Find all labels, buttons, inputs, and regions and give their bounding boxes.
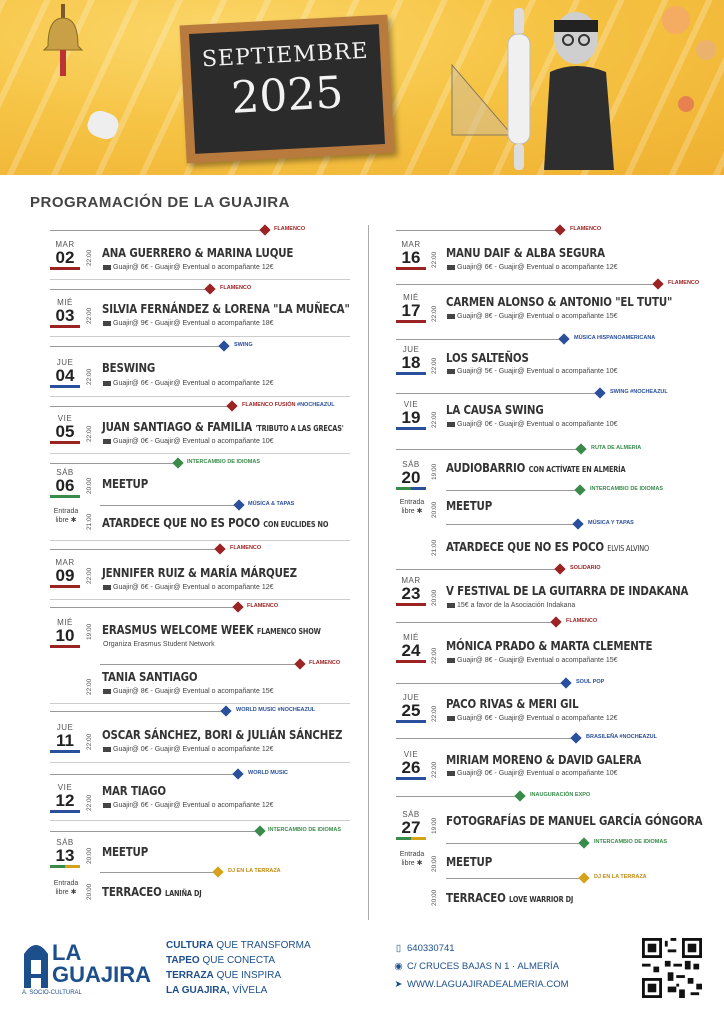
tag-line: FLAMENCO FUSIÓN #NOCHEAZUL xyxy=(50,401,350,411)
date-25: JUE 25 xyxy=(396,693,426,723)
event-price: Guajir@ 8€ - Guajir@ Eventual o acompañante 15€ xyxy=(447,313,618,320)
month-label: SEPTIEMBRE xyxy=(201,38,370,73)
slogan-line: CULTURA QUE TRANSFORMA xyxy=(166,940,311,951)
tag-line: DJ EN LA TERRAZA xyxy=(446,873,696,883)
event-title: LA CAUSA SWING xyxy=(446,402,544,417)
slogan-line: TAPEO QUE CONECTA xyxy=(166,955,276,966)
event-title: ERASMUS WELCOME WEEK FLAMENCO SHOW xyxy=(102,622,321,637)
event-title: TERRACEO LANIÑA DJ xyxy=(102,884,202,899)
event-title: MEETUP xyxy=(102,476,149,491)
event-price: Guajir@ 0€ - Guajir@ Eventual o acompañante 10€ xyxy=(103,438,274,445)
tag-line: SOUL POP xyxy=(396,678,696,688)
date-06: SÁB 06 xyxy=(50,468,80,498)
bell-icon xyxy=(38,4,88,84)
event-title: PACO RIVAS & MERI GIL xyxy=(446,696,579,711)
event-price: Guajir@ 9€ - Guajir@ Eventual o acompañante 18€ xyxy=(103,320,274,327)
event-price: Guajir@ 0€ - Guajir@ Eventual o acompañante 10€ xyxy=(447,421,618,428)
date-24: MIÉ 24 xyxy=(396,633,426,663)
tag-line: MÚSICA & TAPAS xyxy=(100,500,350,510)
slogan-line: TERRAZA QUE INSPIRA xyxy=(166,970,282,981)
free-entry-label: Entrada libre ✱ xyxy=(399,499,425,515)
event-time: 22:00 xyxy=(431,251,438,268)
date-18: JUE 18 xyxy=(396,345,426,375)
event-price: Guajir@ 0€ - Guajir@ Eventual o acompañante 10€ xyxy=(447,770,618,777)
date-13: SÁB 13 xyxy=(50,838,80,868)
event-price: Guajir@ 6€ - Guajir@ Eventual o acompañante 12€ xyxy=(103,264,274,271)
event-title: MIRIAM MORENO & DAVID GALERA xyxy=(446,752,642,767)
event-title: ATARDECE QUE NO ES POCO CON EUCLIDES NO xyxy=(102,515,329,530)
tag-line: SWING xyxy=(50,341,350,351)
chalkboard xyxy=(180,15,395,164)
tag-line: FLAMENCO xyxy=(50,225,350,235)
event-time: 20:00 xyxy=(431,889,438,906)
event-title: JUAN SANTIAGO & FAMILIA 'TRIBUTO A LAS GRECAS' xyxy=(102,419,344,434)
event-time: 21:00 xyxy=(86,513,93,530)
date-03: MIÉ 03 xyxy=(50,298,80,328)
date-26: VIE 26 xyxy=(396,750,426,780)
event-time: 22:00 xyxy=(431,705,438,722)
event-title: ANA GUERRERO & MARINA LUQUE xyxy=(102,245,294,260)
free-entry-label: Entrada libre ✱ xyxy=(53,508,79,524)
event-time: 20:00 xyxy=(86,883,93,900)
date-05: VIE 05 xyxy=(50,414,80,444)
event-time: 22:00 xyxy=(431,305,438,322)
date-12: VIE 12 xyxy=(50,783,80,813)
event-title: JENNIFER RUIZ & MARÍA MÁRQUEZ xyxy=(102,565,297,580)
event-title: BESWING xyxy=(102,360,156,375)
event-price: Guajir@ 5€ - Guajir@ Eventual o acompañante 10€ xyxy=(447,368,618,375)
tag-line: SOLIDARIO xyxy=(396,564,696,574)
event-time: 22:00 xyxy=(431,357,438,374)
event-price: Guajir@ 6€ - Guajir@ Eventual o acompañante 12€ xyxy=(103,584,274,591)
logo-text: LA GUAJIRA xyxy=(52,940,152,987)
tag-line: FLAMENCO xyxy=(396,279,706,289)
contact-phone[interactable]: ▯ 640330741 xyxy=(395,943,455,954)
tag-line: FLAMENCO xyxy=(50,602,350,612)
guajira-logo-icon xyxy=(22,940,50,988)
date-20: SÁB 20 xyxy=(396,460,426,490)
event-title: MANU DAIF & ALBA SEGURA xyxy=(446,245,605,260)
tag-line: RUTA DE ALMERIA xyxy=(396,444,696,454)
event-title: MEETUP xyxy=(102,844,149,859)
tag-line: FLAMENCO xyxy=(396,225,696,235)
event-time: 20:00 xyxy=(431,501,438,518)
event-price: 15€ a favor de la Asociación Indakana xyxy=(447,602,575,609)
event-price: Guajir@ 6€ - Guajir@ Eventual o acompañante 12€ xyxy=(103,380,274,387)
tag-line: DJ EN LA TERRAZA xyxy=(100,867,350,877)
contact-website[interactable]: ➤ WWW.LAGUAJIRADEALMERIA.COM xyxy=(394,979,569,990)
event-title: SILVIA FERNÁNDEZ & LORENA "LA MUÑECA" xyxy=(102,301,350,316)
event-time: 22:00 xyxy=(86,368,93,385)
event-time: 20:00 xyxy=(86,847,93,864)
date-23: MAR 23 xyxy=(396,576,426,606)
event-time: 20:00 xyxy=(431,589,438,606)
column-divider xyxy=(368,225,369,920)
location-pin-icon: ◉ xyxy=(394,961,403,972)
tag-line: BRASILEÑA #NOCHEAZUL xyxy=(396,733,696,743)
event-time: 20:00 xyxy=(431,855,438,872)
tag-line: WORLD MUSIC #NOCHEAZUL xyxy=(50,706,350,716)
event-price: Guajir@ 6€ - Guajir@ Eventual o acompañante 12€ xyxy=(447,715,618,722)
date-10: MIÉ 10 xyxy=(50,618,80,648)
pencil-shavings-icon xyxy=(636,0,724,130)
tag-line: FLAMENCO xyxy=(100,659,350,669)
event-time: 19:00 xyxy=(431,463,438,480)
date-02: MAR 02 xyxy=(50,240,80,270)
event-time: 20:00 xyxy=(86,477,93,494)
date-16: MAR 16 xyxy=(396,240,426,270)
free-entry-label: Entrada libre ✱ xyxy=(53,880,79,896)
event-time: 22:00 xyxy=(86,794,93,811)
tag-line: MÚSICA HISPANOAMERICANA xyxy=(396,334,696,344)
year-label: 2025 xyxy=(230,67,345,124)
page-title: PROGRAMACIÓN DE LA GUAJIRA xyxy=(30,194,290,211)
granny-image xyxy=(540,0,618,170)
event-time: 19:00 xyxy=(86,623,93,640)
event-time: 22:00 xyxy=(431,761,438,778)
event-title: AUDIOBARRIO CON ACTÍVATE EN ALMERÍA xyxy=(446,460,626,475)
event-time: 22:00 xyxy=(86,678,93,695)
event-time: 21:00 xyxy=(431,539,438,556)
tag-line: INTERCAMBIO DE IDIOMAS xyxy=(50,458,350,468)
event-time: 22:00 xyxy=(86,425,93,442)
tag-line: FLAMENCO xyxy=(50,544,350,554)
pointer-icon: ➤ xyxy=(394,979,403,990)
event-time: 22:00 xyxy=(86,567,93,584)
tag-line: WORLD MUSIC xyxy=(50,769,350,779)
event-title: CARMEN ALONSO & ANTONIO "EL TUTU" xyxy=(446,294,673,309)
free-entry-label: Entrada libre ✱ xyxy=(399,851,425,867)
tag-line: FLAMENCO xyxy=(50,284,350,294)
event-time: 22:00 xyxy=(86,733,93,750)
contact-address: ◉ C/ CRUCES BAJAS N 1 · ALMERÍA xyxy=(394,961,560,972)
tag-line: MÚSICA Y TAPAS xyxy=(446,519,696,529)
date-04: JUE 04 xyxy=(50,358,80,388)
event-time: 22:00 xyxy=(431,647,438,664)
event-time: 22:00 xyxy=(86,307,93,324)
event-title: ATARDECE QUE NO ES POCO ELVIS ALVINO xyxy=(446,539,649,554)
event-title: FOTOGRAFÍAS DE MANUEL GARCÍA GÓNGORA xyxy=(446,813,703,828)
event-price: Guajir@ 8€ - Guajir@ Eventual o acompañante 15€ xyxy=(103,688,274,695)
event-title: V FESTIVAL DE LA GUITARRA DE INDAKANA xyxy=(446,583,689,598)
event-title: TANIA SANTIAGO xyxy=(102,669,198,684)
date-19: VIE 19 xyxy=(396,400,426,430)
header-banner xyxy=(0,0,724,175)
phone-icon: ▯ xyxy=(395,943,402,954)
event-price: Guajir@ 0€ - Guajir@ Eventual o acompañante 12€ xyxy=(103,746,274,753)
event-price: Guajir@ 8€ - Guajir@ Eventual o acompañante 15€ xyxy=(447,657,618,664)
event-note: Organiza Erasmus Student Network xyxy=(103,641,215,648)
event-price: Guajir@ 6€ - Guajir@ Eventual o acompañante 12€ xyxy=(103,802,274,809)
event-title: OSCAR SÁNCHEZ, BORI & JULIÁN SÁNCHEZ xyxy=(102,727,343,742)
event-title: MEETUP xyxy=(446,498,493,513)
event-title: MAR TIAGO xyxy=(102,783,166,798)
tag-line: INTERCAMBIO DE IDIOMAS xyxy=(446,838,696,848)
paper-ball xyxy=(84,108,121,143)
date-27: SÁB 27 xyxy=(396,810,426,840)
tag-line: SWING #NOCHEAZUL xyxy=(396,388,696,398)
tag-line: INTERCAMBIO DE IDIOMAS xyxy=(446,485,696,495)
tag-line: INAUGURACIÓN EXPO xyxy=(396,791,696,801)
event-time: 19:00 xyxy=(431,817,438,834)
tag-line: FLAMENCO xyxy=(396,617,696,627)
qr-code[interactable] xyxy=(642,938,702,998)
date-09: MAR 09 xyxy=(50,558,80,588)
event-title: LOS SALTEÑOS xyxy=(446,350,529,365)
event-title: TERRACEO LOVE WARRIOR DJ xyxy=(446,890,574,905)
logo-subtitle: A. SOCIO-CULTURAL xyxy=(22,990,82,996)
date-11: JUE 11 xyxy=(50,723,80,753)
event-time: 22:00 xyxy=(86,249,93,266)
event-title: MÓNICA PRADO & MARTA CLEMENTE xyxy=(446,638,653,653)
event-title: MEETUP xyxy=(446,854,493,869)
date-17: MIÉ 17 xyxy=(396,293,426,323)
event-time: 22:00 xyxy=(431,411,438,428)
tag-line: INTERCAMBIO DE IDIOMAS xyxy=(50,826,350,836)
event-price: Guajir@ 6€ - Guajir@ Eventual o acompañante 12€ xyxy=(447,264,618,271)
slogan-line: LA GUAJIRA, VÍVELA xyxy=(166,985,268,996)
